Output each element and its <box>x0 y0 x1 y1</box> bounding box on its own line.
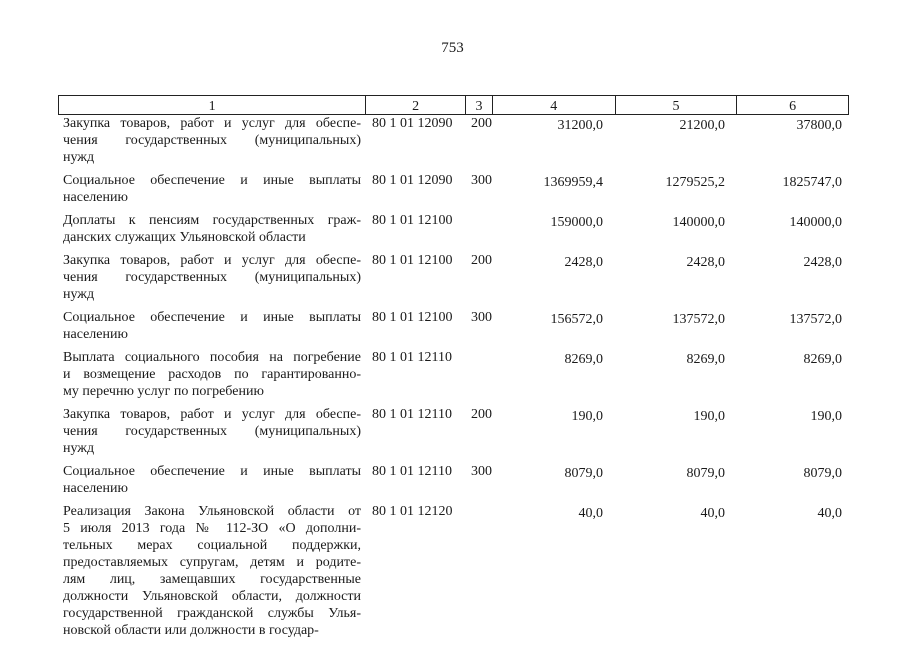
table-row <box>0 212 905 252</box>
table-row <box>0 349 905 406</box>
row-code: 80 1 01 12110 <box>372 350 452 365</box>
row-value-col5: 40,0 <box>700 506 725 521</box>
row-expense-type: 200 <box>471 116 492 131</box>
row-code: 80 1 01 12100 <box>372 253 453 268</box>
row-value-col6: 8079,0 <box>803 466 842 481</box>
description-line: новской области или должности в государ- <box>63 623 319 638</box>
row-value-col6: 137572,0 <box>789 312 842 327</box>
row-value-col4: 159000,0 <box>550 215 603 230</box>
row-description <box>63 406 361 457</box>
description-line: Закупка товаров, работ и услуг для обеспе- <box>63 253 361 268</box>
table-row <box>0 503 905 645</box>
row-value-col6: 1825747,0 <box>782 175 842 190</box>
row-description <box>63 172 361 206</box>
description-line: Закупка товаров, работ и услуг для обеспе- <box>63 116 361 131</box>
row-value-col6: 140000,0 <box>789 215 842 230</box>
table-body <box>0 115 905 645</box>
description-line: нужд <box>63 150 95 165</box>
description-line: нужд <box>63 287 95 302</box>
header-col-1: 1 <box>59 96 366 114</box>
row-code: 80 1 01 12110 <box>372 464 452 479</box>
description-line: Доплаты к пенсиям государственных граж- <box>63 213 361 228</box>
header-col-3: 3 <box>466 96 493 114</box>
row-description <box>63 309 361 343</box>
row-value-col5: 8079,0 <box>686 466 725 481</box>
table-row <box>0 463 905 503</box>
row-value-col6: 8269,0 <box>803 352 842 367</box>
row-description <box>63 349 361 400</box>
table-row <box>0 406 905 463</box>
row-value-col6: 2428,0 <box>803 255 842 270</box>
page-number: 753 <box>441 40 464 56</box>
header-col-4: 4 <box>493 96 616 114</box>
row-value-col4: 31200,0 <box>557 118 603 133</box>
description-line: Реализация Закона Ульяновской области от <box>63 504 361 519</box>
row-code: 80 1 01 12100 <box>372 310 453 325</box>
description-line: Социальное обеспечение и иные выплаты <box>63 173 361 188</box>
row-value-col5: 8269,0 <box>686 352 725 367</box>
header-col-6: 6 <box>789 99 797 114</box>
row-description <box>63 115 361 166</box>
row-expense-type: 300 <box>471 173 492 188</box>
table-row <box>0 309 905 349</box>
row-value-col4: 190,0 <box>571 409 603 424</box>
row-value-col5: 1279525,2 <box>665 175 725 190</box>
table-header <box>58 95 849 115</box>
row-value-col5: 137572,0 <box>672 312 725 327</box>
row-description <box>63 503 361 639</box>
description-line: населению <box>63 327 128 342</box>
description-line: чения государственных (муниципальных) <box>63 270 361 285</box>
description-line: Социальное обеспечение и иные выплаты <box>63 310 361 325</box>
description-line: должности Ульяновской области, должности <box>63 589 361 604</box>
description-line: му перечню услуг по погребению <box>63 384 264 399</box>
row-expense-type: 300 <box>471 464 492 479</box>
row-description <box>63 212 361 246</box>
description-line: тельных мерах социальной поддержки, <box>63 538 361 553</box>
description-line: и возмещение расходов по гарантированно- <box>63 367 361 382</box>
description-line: государственной гражданской службы Улья- <box>63 606 361 621</box>
row-expense-type: 200 <box>471 407 492 422</box>
description-line: чения государственных (муниципальных) <box>63 133 361 148</box>
description-line: Выплата социального пособия на погребение <box>63 350 361 365</box>
row-value-col4: 2428,0 <box>564 255 603 270</box>
row-value-col4: 8079,0 <box>564 466 603 481</box>
description-line: Социальное обеспечение и иные выплаты <box>63 464 361 479</box>
description-line: населению <box>63 190 128 205</box>
row-description <box>63 252 361 303</box>
row-value-col5: 2428,0 <box>686 255 725 270</box>
row-value-col5: 140000,0 <box>672 215 725 230</box>
header-col-2: 2 <box>366 96 466 114</box>
row-value-col5: 21200,0 <box>679 118 725 133</box>
row-value-col5: 190,0 <box>693 409 725 424</box>
row-code: 80 1 01 12090 <box>372 116 453 131</box>
row-code: 80 1 01 12120 <box>372 504 453 519</box>
row-code: 80 1 01 12110 <box>372 407 452 422</box>
row-value-col4: 40,0 <box>578 506 603 521</box>
row-value-col6: 37800,0 <box>796 118 842 133</box>
row-value-col4: 8269,0 <box>564 352 603 367</box>
row-value-col4: 156572,0 <box>550 312 603 327</box>
description-line: предоставляемых супругам, детям и родите- <box>63 555 361 570</box>
row-value-col6: 40,0 <box>817 506 842 521</box>
row-code: 80 1 01 12090 <box>372 173 453 188</box>
row-value-col6: 190,0 <box>810 409 842 424</box>
table-row <box>0 115 905 172</box>
header-col-5: 5 <box>616 96 738 114</box>
description-line: населению <box>63 481 128 496</box>
description-line: Закупка товаров, работ и услуг для обеспе- <box>63 407 361 422</box>
description-line: чения государственных (муниципальных) <box>63 424 361 439</box>
table-row <box>0 172 905 212</box>
row-value-col4: 1369959,4 <box>543 175 603 190</box>
description-line: данских служащих Ульяновской области <box>63 230 306 245</box>
table-row <box>0 252 905 309</box>
description-line: нужд <box>63 441 95 456</box>
row-expense-type: 300 <box>471 310 492 325</box>
description-line: лям лиц, замещавших государственные <box>63 572 361 587</box>
row-description <box>63 463 361 497</box>
row-expense-type: 200 <box>471 253 492 268</box>
description-line: 5 июля 2013 года № 112-ЗО «О дополни- <box>63 521 361 536</box>
row-code: 80 1 01 12100 <box>372 213 453 228</box>
